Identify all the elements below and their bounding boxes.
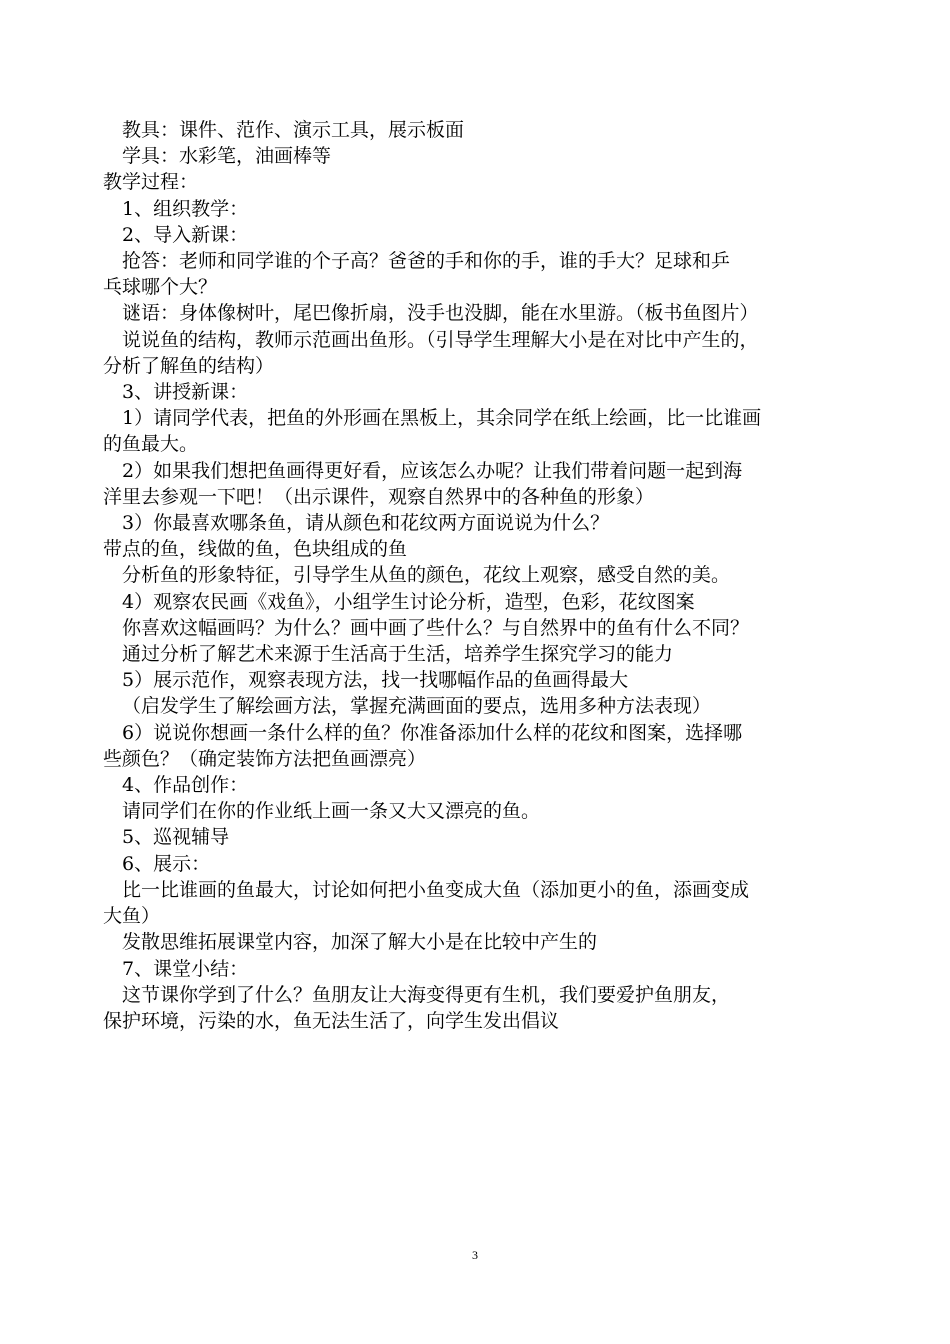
text-line: 6、展示： [122, 852, 211, 875]
text-line: 你喜欢这幅画吗？为什么？画中画了些什么？与自然界中的鱼有什么不同？ [122, 616, 750, 639]
text-line: 1、组织教学： [122, 197, 249, 220]
text-line: 2）如果我们想把鱼画得更好看，应该怎么办呢？让我们带着问题一起到海 [122, 459, 743, 482]
text-line: 分析了解鱼的结构） [103, 354, 275, 377]
document-body [103, 117, 848, 1034]
text-line: 3）你最喜欢哪条鱼，请从颜色和花纹两方面说说为什么？ [122, 512, 610, 535]
text-line: 5）展示范作，观察表现方法，找一找哪幅作品的鱼画得最大 [122, 669, 629, 692]
text-line: 带点的鱼，线做的鱼，色块组成的鱼 [103, 538, 408, 561]
text-line: 抢答：老师和同学谁的个子高？爸爸的手和你的手，谁的手大？足球和乒 [122, 250, 731, 273]
text-line: 4）观察农民画《戏鱼》，小组学生讨论分析，造型，色彩，花纹图案 [122, 590, 695, 613]
text-line: 发散思维拓展课堂内容，加深了解大小是在比较中产生的 [122, 931, 598, 954]
text-line: 1）请同学代表，把鱼的外形画在黑板上，其余同学在纸上绘画，比一比谁画 [122, 407, 762, 430]
text-line: 保护环境，污染的水，鱼无法生活了，向学生发出倡议 [103, 1009, 560, 1032]
text-line: 教具：课件、范作、演示工具，展示板面 [122, 119, 465, 141]
text-line: 请同学们在你的作业纸上画一条又大又漂亮的鱼。 [122, 800, 541, 823]
text-line: 洋里去参观一下吧！（出示课件，观察自然界中的各种鱼的形象） [103, 485, 655, 508]
text-line: 分析鱼的形象特征，引导学生从鱼的颜色，花纹上观察，感受自然的美。 [122, 564, 731, 587]
text-line: 的鱼最大。 [103, 433, 199, 456]
text-line: 学具：水彩笔，油画棒等 [122, 145, 332, 168]
text-line: 3、讲授新课： [122, 381, 249, 404]
text-line: 些颜色？（确定装饰方法把鱼画漂亮） [103, 747, 427, 770]
text-line: 教学过程： [103, 171, 199, 194]
text-line: 通过分析了解艺术来源于生活高于生活，培养学生探究学习的能力 [122, 643, 674, 666]
text-line: （启发学生了解绘画方法，掌握充满画面的要点，选用多种方法表现） [122, 695, 712, 718]
text-line: 这节课你学到了什么？鱼朋友让大海变得更有生机，我们要爱护鱼朋友， [122, 983, 731, 1006]
text-line: 大鱼） [103, 905, 161, 928]
text-line: 7、课堂小结： [122, 957, 249, 980]
page-number: 3 [472, 1248, 478, 1262]
text-line: 乓球哪个大？ [103, 276, 218, 299]
text-line: 4、作品创作： [122, 774, 249, 797]
text-line: 2、导入新课： [122, 223, 249, 246]
text-line: 5、巡视辅导 [122, 826, 230, 849]
text-line: 说说鱼的结构，教师示范画出鱼形。（引导学生理解大小是在对比中产生的， [122, 328, 759, 351]
text-line: 比一比谁画的鱼最大，讨论如何把小鱼变成大鱼（添加更小的鱼，添画变成 [122, 878, 750, 901]
text-line: 谜语：身体像树叶，尾巴像折扇，没手也没脚，能在水里游。（板书鱼图片） [122, 302, 759, 325]
text-line: 6）说说你想画一条什么样的鱼？你准备添加什么样的花纹和图案，选择哪 [122, 721, 743, 744]
